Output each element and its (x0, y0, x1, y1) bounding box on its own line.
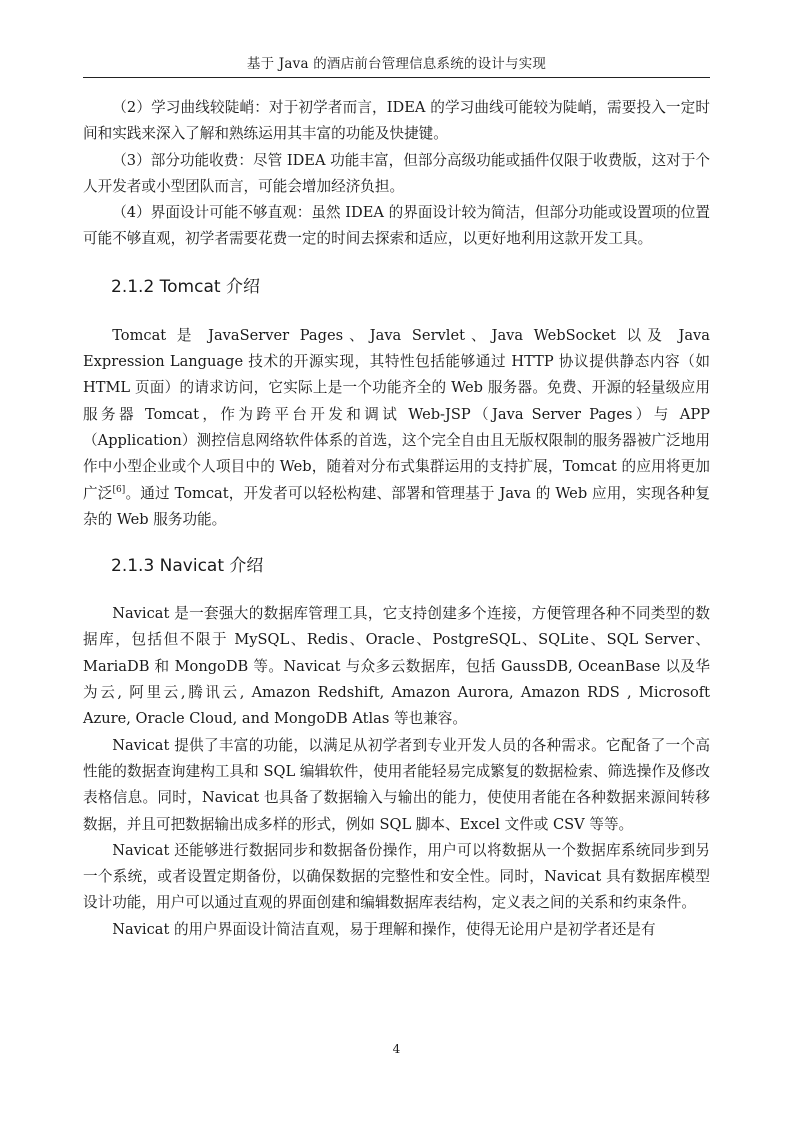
citation-6: [6] (112, 484, 126, 495)
section-heading-tomcat: 2.1.2 Tomcat 介绍 (111, 276, 260, 297)
page-number: 4 (392, 1042, 401, 1056)
running-header-title: 基于 Java 的酒店前台管理信息系统的设计与实现 (246, 56, 547, 72)
paragraph-paid-features: （3）部分功能收费：尽管 IDEA 功能丰富，但部分高级功能或插件仅限于收费版，这对于个人开发者或小型团队而言，可能会增加经济负担。 (83, 151, 710, 195)
tomcat-text-after-citation: 。通过 Tomcat，开发者可以轻松构建、部署和管理基于 Java 的 Web 应用，实现各种复杂的 Web 服务功能。 (83, 484, 710, 528)
paragraph-navicat-sync: Navicat 还能够进行数据同步和数据备份操作，用户可以将数据从一个数据库系统同步到另一个系统，或者设置定期备份，以确保数据的完整性和安全性。同时，Navicat 具有数据库模型设计功能，用户可以通过直观的界面创建和编辑数据库表结构，定义表之间的关系和约束条件。 (83, 841, 710, 912)
tomcat-text-before-citation: Tomcat 是 JavaServer Pages、Java Servlet、Java WebSocket 以及 Java Expression Language 技术的开源实现，其特性包括能够通过 HTTP 协议提供静态内容（如 HTML 页面）的请求访问，它实际上是一个功能齐全的 Web 服务器。免费、开源的轻量级应用服务器 Tomcat，作为跨平台开发和调试 Web-JSP（Java Server Pages）与 APP（Application）测控信息网络软件体系的首选，这个完全自由且无版权限制的服务器被广泛地用作中小型企业或个人项目中的 Web，随着对分布式集群运用的支持扩展，Tomcat 的应用将更加广泛 (83, 326, 710, 502)
paragraph-learning-curve: （2）学习曲线较陡峭：对于初学者而言，IDEA 的学习曲线可能较为陡峭，需要投入一定时间和实践来深入了解和熟练运用其丰富的功能及快捷键。 (83, 99, 710, 143)
paragraph-navicat-ui: Navicat 的用户界面设计简洁直观，易于理解和操作，使得无论用户是初学者还是有 (112, 920, 656, 938)
page-body (83, 95, 710, 943)
paragraph-tomcat-intro (83, 323, 710, 533)
header-rule (83, 77, 710, 78)
paragraph-navicat-intro: Navicat 是一套强大的数据库管理工具，它支持创建多个连接，方便管理各种不同类型的数据库，包括但不限于 MySQL、Redis、Oracle、PostgreSQL、SQLite、SQL Server、MariaDB 和 MongoDB 等。Navicat 与众多云数据库，包括 GaussDB, OceanBase 以及华为云, 阿里云,腾讯云, Amazon Redshift, Amazon Aurora, Amazon RDS , Microsoft Azure, Oracle Cloud, and MongoDB Atlas 等也兼容。 (83, 605, 710, 728)
paragraph-interface-design: （4）界面设计可能不够直观：虽然 IDEA 的界面设计较为简洁，但部分功能或设置项的位置可能不够直观，初学者需要花费一定的时间去探索和适应，以更好地利用这款开发工具。 (83, 204, 710, 248)
section-heading-navicat: 2.1.3 Navicat 介绍 (111, 556, 264, 577)
paragraph-navicat-features: Navicat 提供了丰富的功能，以满足从初学者到专业开发人员的各种需求。它配备了一个高性能的数据查询建构工具和 SQL 编辑软件，使用者能轻易完成繁复的数据检索、筛选操作及修改表格信息。同时，Navicat 也具备了数据输入与输出的能力，使使用者能在各种数据来源间转移数据，并且可把数据输出成多样的形式，例如 SQL 脚本、Excel 文件或 CSV 等等。 (83, 736, 710, 833)
